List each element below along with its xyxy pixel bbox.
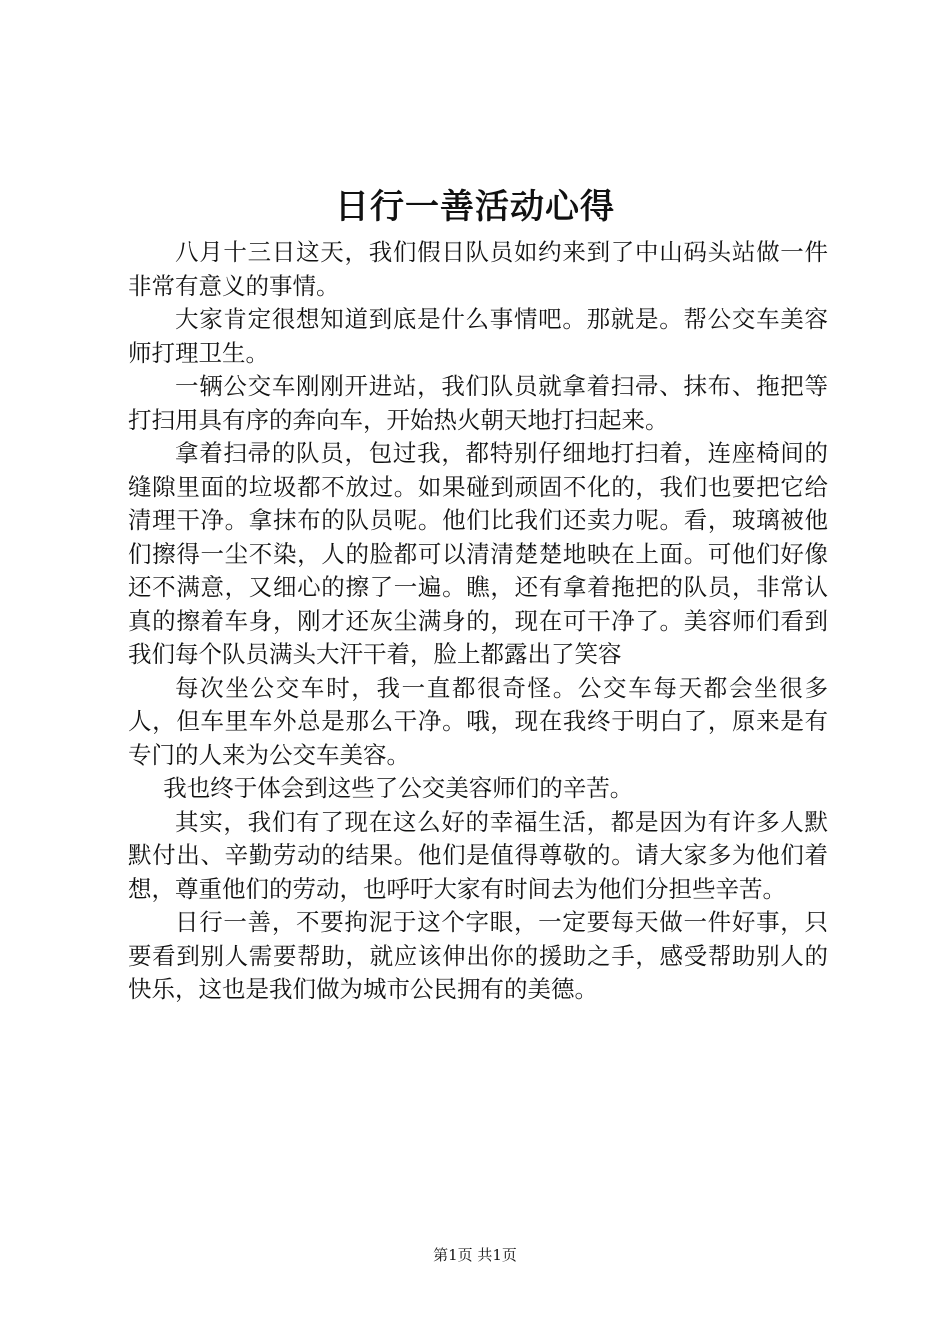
paragraph-2: 大家肯定很想知道到底是什么事情吧。那就是。帮公交车美容师打理卫生。 (128, 305, 828, 367)
paragraph-8: 日行一善，不要拘泥于这个字眼，一定要每天做一件好事，只要看到别人需要帮助，就应该伸出你的援助之手，感受帮助别人的快乐，这也是我们做为城市公民拥有的美德。 (128, 908, 828, 1003)
document-title: 日行一善活动心得 (335, 187, 615, 227)
document-body (128, 236, 828, 1007)
paragraph-5: 每次坐公交车时，我一直都很奇怪。公交车每天都会坐很多人，但车里车外总是那么干净。哦，现在我终于明白了，原来是有专门的人来为公交车美容。 (128, 673, 828, 769)
paragraph-6: 我也终于体会到这些了公交美容师们的辛苦。 (163, 774, 634, 802)
paragraph-3: 一辆公交车刚刚开进站，我们队员就拿着扫帚、抹布、拖把等打扫用具有序的奔向车，开始热火朝天地打扫起来。 (128, 372, 828, 434)
paragraph-1: 八月十三日这天，我们假日队员如约来到了中山码头站做一件非常有意义的事情。 (128, 238, 828, 300)
paragraph-7: 其实，我们有了现在这么好的幸福生活，都是因为有许多人默默付出、辛勤劳动的结果。他们是值得尊敬的。请大家多为他们着想，尊重他们的劳动，也呼吁大家有时间去为他们分担些辛苦。 (128, 807, 828, 903)
page-footer: 第1页 共1页 (433, 1246, 517, 1264)
paragraph-4: 拿着扫帚的队员，包过我，都特别仔细地打扫着，连座椅间的缝隙里面的垃圾都不放过。如果碰到顽固不化的，我们也要把它给清理干净。拿抹布的队员呢。他们比我们还卖力呢。看，玻璃被他们擦得一尘不染，人的脸都可以清清楚楚地映在上面。可他们好像还不满意，又细心的擦了一遍。瞧，还有拿着拖把的队员，非常认真的擦着车身，刚才还灰尘满身的，现在可干净了。美容师们看到我们每个队员满头大汗干着，脸上都露出了笑容 (128, 439, 828, 668)
